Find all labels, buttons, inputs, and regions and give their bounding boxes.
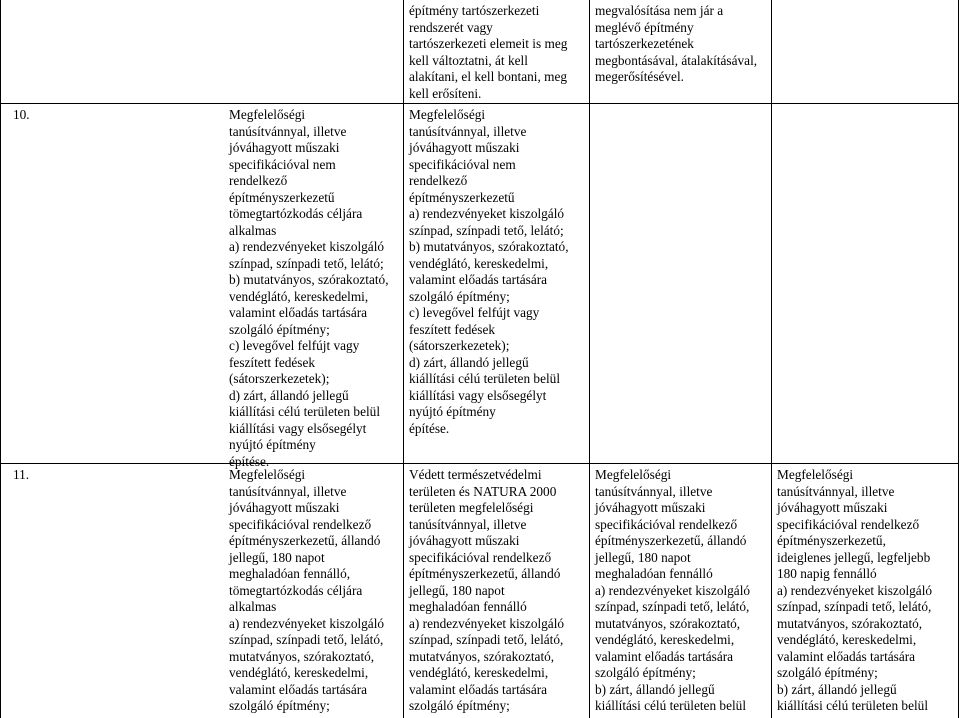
row-10-col3-text: Megfelelőségi tanúsítvánnyal, illetve jóváhagyott műszaki specifikációval nem rendelkező építményszerkezetű a) rendezvényeket kiszolgáló színpad, színpadi tető, lelátó; b) mutatványos, szórakoztató, vendéglátó, kereskedelmi, valamint előadás tartására szolgáló építmény; c) levegővel felfújt vagy feszített fedések (sátorszerkezetek); d) zárt, állandó jellegű kiállítási célú területen belül kiállítási vagy elsősegélyt nyújtó építmény építése. xyxy=(409,107,569,436)
table-border-right xyxy=(958,0,959,718)
table-row-divider-mid xyxy=(0,463,959,464)
table-divider-col2 xyxy=(403,0,404,718)
row-11-col4-text: Megfelelőségi tanúsítvánnyal, illetve jóváhagyott műszaki specifikációval rendelkező építményszerkezetű, állandó jellegű, 180 napot meghaladóan fennálló a) rendezvényeket kiszolgáló színpad, színpadi tető, lelátó, mutatványos, szórakoztató, vendéglátó, kereskedelmi, valamint előadás tartására szolgáló építmény; b) zárt, állandó jellegű kiállítási célú területen belül xyxy=(595,467,751,713)
top-row-col3-text: építmény tartószerkezeti rendszerét vagy tartószerkezeti elemeit is meg kell változtatni, át kell alakítani, el kell bontani, meg kell erősíteni. xyxy=(409,3,568,101)
row-11-number: 11. xyxy=(13,467,30,482)
row-10-col2-text: Megfelelőségi tanúsítvánnyal, illetve jóváhagyott műszaki specifikációval nem rendelkező építményszerkezetű tömegtartózkodás céljára alkalmas a) rendezvényeket kiszolgáló színpad, színpadi tető, lelátó; b) mutatványos, szórakoztató, vendéglátó, kereskedelmi, valamint előadás tartására szolgáló építmény; c) levegővel felfújt vagy feszített fedések (sátorszerkezetek); d) zárt, állandó jellegű kiállítási célú területen belül kiállítási vagy elsősegélyt nyújtó építmény építése. xyxy=(229,107,389,469)
row-10-number: 10. xyxy=(13,107,30,122)
table-divider-col4 xyxy=(771,0,772,718)
table-border-left xyxy=(0,0,1,718)
top-row-col4-text: megvalósítása nem jár a meglévő építmény tartószerkezetének megbontásával, átalakításával, megerősítésével. xyxy=(595,3,758,84)
table-row-divider-top xyxy=(0,103,959,104)
table-divider-col3 xyxy=(589,0,590,718)
row-11-col2-text: Megfelelőségi tanúsítvánnyal, illetve jóváhagyott műszaki specifikációval rendelkező építményszerkezetű, állandó jellegű, 180 napot meghaladóan fennálló, tömegtartózkodás céljára alkalmas a) rendezvényeket kiszolgáló színpad, színpadi tető, lelátó, mutatványos, szórakoztató, vendéglátó, kereskedelmi, valamint előadás tartására szolgáló építmény; xyxy=(229,467,385,713)
row-11-col5-text: Megfelelőségi tanúsítvánnyal, illetve jóváhagyott műszaki specifikációval rendelkező építményszerkezetű, ideiglenes jellegű, legfeljebb 180 napig fennálló a) rendezvényeket kiszolgáló színpad, színpadi tető, lelátó, mutatványos, szórakoztató, vendéglátó, kereskedelmi, valamint előadás tartására szolgáló építmény; b) zárt, állandó jellegű kiállítási célú területen belül xyxy=(777,467,933,713)
row-11-col3-text: Védett természetvédelmi területen és NATURA 2000 területen megfelelőségi tanúsítvánnyal, illetve jóváhagyott műszaki specifikációval rendelkező építményszerkezetű, állandó jellegű, 180 napot meghaladóan fennálló a) rendezvényeket kiszolgáló színpad, színpadi tető, lelátó, mutatványos, szórakoztató, vendéglátó, kereskedelmi, valamint előadás tartására szolgáló építmény; xyxy=(409,467,565,713)
